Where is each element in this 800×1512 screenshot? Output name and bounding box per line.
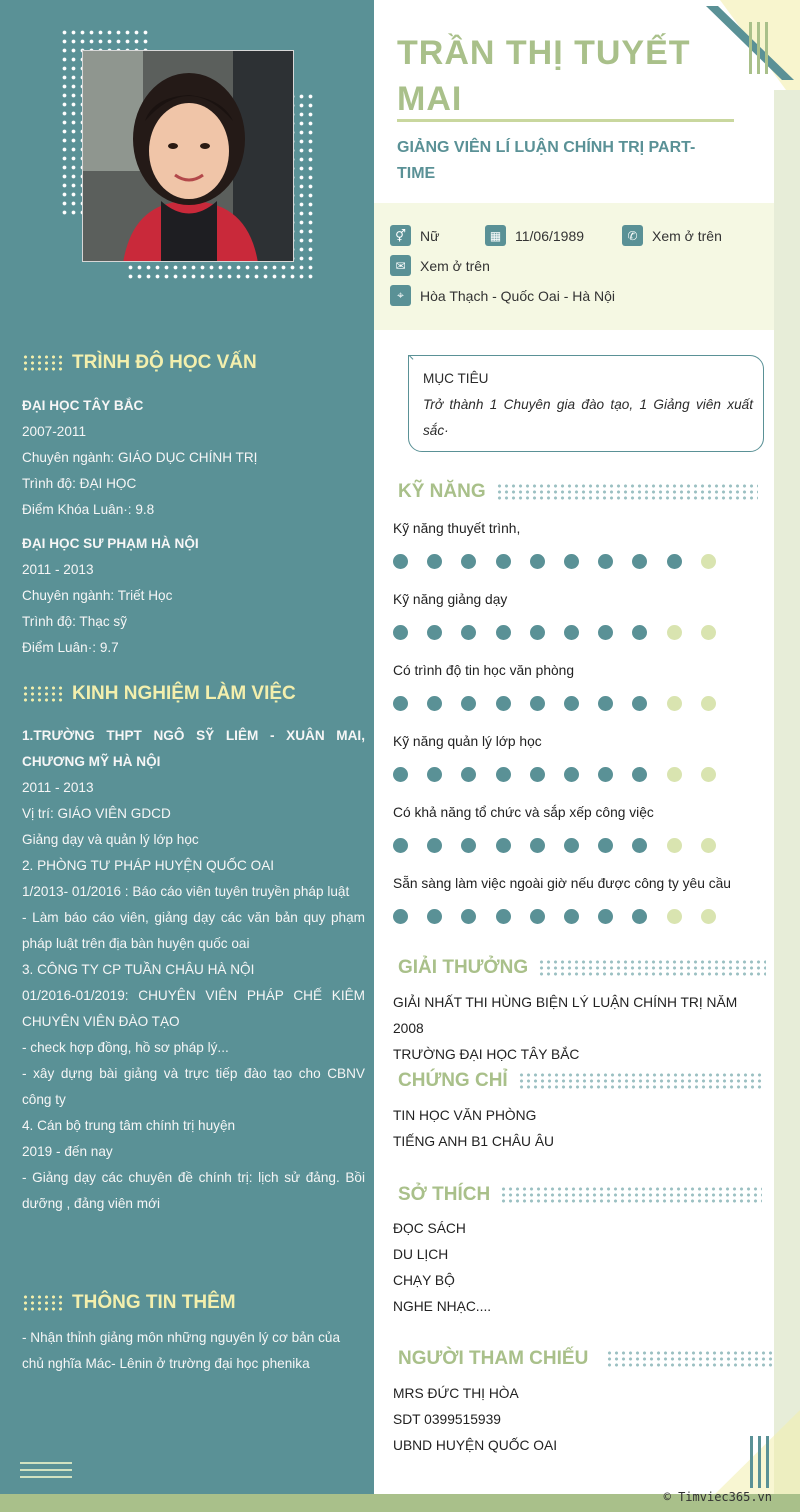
hobbies-title: SỞ THÍCH [398, 1184, 491, 1205]
rating-dot-filled [564, 909, 579, 924]
gender-value: Nữ [420, 227, 440, 244]
birthday-row [485, 225, 584, 246]
reference-item: MRS ĐỨC THỊ HÒA [393, 1386, 519, 1401]
rating-dot-filled [564, 696, 579, 711]
rating-dot-filled [598, 838, 613, 853]
rating-dot-filled [530, 838, 545, 853]
rating-dot-filled [564, 838, 579, 853]
skill-label: Kỹ năng quản lý lớp học [393, 734, 542, 749]
rating-dot-empty [701, 767, 716, 782]
watermark-credit: © Timviec365.vn [663, 1490, 772, 1504]
education-list [22, 393, 365, 661]
rating-dot-filled [564, 554, 579, 569]
rating-dot-empty [701, 625, 716, 640]
candidate-name: TRẦN THỊ TUYẾT MAI [397, 34, 691, 118]
rating-dot-filled [496, 625, 511, 640]
skills-title: KỸ NĂNG [398, 481, 486, 502]
hobby-item: DU LỊCH [393, 1247, 449, 1262]
experience-line: 2019 - đến nay [22, 1144, 113, 1159]
experience-line: - check hợp đồng, hồ sơ pháp lý... [22, 1040, 229, 1055]
rating-dot-filled [598, 767, 613, 782]
experience-title: KINH NGHIỆM LÀM VIỆC [72, 683, 296, 704]
photo-frame [60, 28, 316, 282]
school-level: Trình độ: Thạc sỹ [22, 614, 128, 629]
skill-label: Sẵn sàng làm việc ngoài giờ nếu được công ty yêu cầu [393, 876, 731, 891]
skill-label: Kỹ năng thuyết trình, [393, 521, 521, 536]
certificates-list [393, 1103, 768, 1155]
experience-line: 01/2016-01/2019: CHUYÊN VIÊN PHÁP CHẾ KIÊM CHUYÊN VIÊN ĐÀO TẠO [22, 988, 365, 1029]
experience-heading [22, 683, 296, 705]
skill-label: Kỹ năng giảng dạy [393, 592, 508, 607]
experience-line: 2011 - 2013 [22, 780, 94, 795]
rating-dot-filled [598, 696, 613, 711]
rating-dot-empty [701, 696, 716, 711]
dot-pattern [22, 685, 64, 703]
school-years: 2011 - 2013 [22, 562, 94, 577]
experience-line: Giảng dạy và quản lý lớp học [22, 832, 199, 847]
rating-dot-filled [632, 554, 647, 569]
experience-line: - Giảng dạy các chuyên đề chính trị: lịch sử đảng. Bồi dưỡng , đảng viên mới [22, 1170, 365, 1211]
mail-icon: ✉ [390, 255, 411, 276]
rating-dot-filled [530, 625, 545, 640]
school-years: 2007-2011 [22, 424, 86, 439]
rating-dot-filled [393, 696, 408, 711]
rating-dot-filled [427, 696, 442, 711]
rating-dot-filled [393, 625, 408, 640]
rating-dot-filled [496, 909, 511, 924]
reference-item: SDT 0399515939 [393, 1412, 501, 1427]
awards-title: GIẢI THƯỞNG [398, 957, 529, 978]
references-list [393, 1381, 768, 1459]
phone-icon: ✆ [622, 225, 643, 246]
skill-label: Có khả năng tổ chức và sắp xếp công việc [393, 805, 654, 820]
job-title: GIẢNG VIÊN LÍ LUẬN CHÍNH TRỊ PART-TIME [397, 139, 696, 182]
rating-dot-filled [461, 554, 476, 569]
rating-dot-filled [632, 909, 647, 924]
dot-pattern [22, 354, 64, 372]
references-heading [398, 1348, 772, 1370]
phone-row [622, 225, 722, 246]
rating-dot-filled [393, 767, 408, 782]
rating-dot-filled [461, 696, 476, 711]
education-title: TRÌNH ĐỘ HỌC VẤN [72, 352, 257, 373]
awards-list [393, 990, 768, 1068]
hobby-item: ĐỌC SÁCH [393, 1221, 466, 1236]
rating-dot-filled [598, 909, 613, 924]
rating-dot-filled [393, 838, 408, 853]
awards-heading [398, 957, 766, 979]
lines-decoration-bottom-left [20, 1462, 72, 1483]
rating-dot-empty [667, 625, 682, 640]
skill-rating [393, 909, 735, 924]
rating-dot-filled [427, 554, 442, 569]
experience-list [22, 723, 365, 1217]
rating-dot-empty [667, 909, 682, 924]
rating-dot-empty [701, 554, 716, 569]
email-row [390, 255, 490, 276]
location-icon: ⌖ [390, 285, 411, 306]
rating-dot-filled [427, 767, 442, 782]
experience-line: 2. PHÒNG TƯ PHÁP HUYỆN QUỐC OAI [22, 858, 275, 873]
rating-dot-filled [564, 767, 579, 782]
reference-item: UBND HUYỆN QUỐC OAI [393, 1438, 558, 1453]
rating-dot-filled [427, 909, 442, 924]
experience-line: - Làm báo cáo viên, giảng dạy các văn bản quy phạm pháp luật trên địa bàn huyện quốc oai [22, 910, 365, 951]
skill-rating [393, 767, 735, 782]
experience-company: 1.TRƯỜNG THPT NGÔ SỸ LIÊM - XUÂN MAI, CHƯƠNG MỸ HÀ NỘI [22, 728, 365, 769]
rating-dot-filled [667, 554, 682, 569]
award-item: GIẢI NHẤT THI HÙNG BIỆN LÝ LUẬN CHÍNH TRỊ NĂM 2008 [393, 995, 738, 1036]
additional-heading [22, 1292, 236, 1314]
school-name: ĐẠI HỌC SƯ PHẠM HÀ NỘI [22, 536, 199, 551]
rating-dot-filled [496, 838, 511, 853]
references-title: NGƯỜI THAM CHIẾU [398, 1348, 589, 1369]
rating-dot-filled [496, 767, 511, 782]
hobby-item: NGHE NHẠC.... [393, 1299, 492, 1314]
rating-dot-filled [632, 625, 647, 640]
education-heading [22, 352, 257, 374]
experience-line: - xây dựng bài giảng và trực tiếp đào tạo cho CBNV công ty [22, 1066, 365, 1107]
rating-dot-filled [530, 554, 545, 569]
dot-pattern [606, 1350, 772, 1368]
award-item: TRƯỜNG ĐẠI HỌC TÂY BẮC [393, 1047, 580, 1062]
objective-box [408, 355, 764, 452]
experience-line: 3. CÔNG TY CP TUẦN CHÂU HÀ NỘI [22, 962, 255, 977]
skill-rating [393, 625, 735, 640]
dot-pattern [22, 1294, 64, 1312]
experience-line: 1/2013- 01/2016 : Báo cáo viên tuyên truyền pháp luật [22, 884, 350, 899]
rating-dot-filled [496, 696, 511, 711]
rating-dot-filled [427, 625, 442, 640]
school-name: ĐẠI HỌC TÂY BẮC [22, 398, 144, 413]
school-major: Chuyên ngành: GIÁO DỤC CHÍNH TRỊ [22, 450, 258, 465]
rating-dot-filled [598, 625, 613, 640]
gender-icon: ⚥ [390, 225, 411, 246]
rating-dot-filled [393, 909, 408, 924]
rating-dot-filled [393, 554, 408, 569]
certificate-item: TIN HỌC VĂN PHÒNG [393, 1108, 537, 1123]
birthday-value: 11/06/1989 [515, 227, 585, 244]
additional-title: THÔNG TIN THÊM [72, 1292, 236, 1313]
right-decor-strip [774, 90, 800, 1494]
rating-dot-empty [667, 696, 682, 711]
rating-dot-filled [598, 554, 613, 569]
email-value: Xem ở trên [420, 257, 490, 274]
avatar [82, 50, 294, 262]
certificates-heading [398, 1070, 763, 1092]
objective-text: Trở thành 1 Chuyên gia đào tạo, 1 Giảng viên xuất sắc· [423, 397, 753, 438]
rating-dot-filled [632, 767, 647, 782]
school-score: Điểm Luân·: 9.7 [22, 640, 119, 655]
skill-rating [393, 554, 735, 569]
phone-value: Xem ở trên [652, 227, 722, 244]
rating-dot-empty [667, 838, 682, 853]
name-underline [397, 119, 734, 122]
gender-row [390, 225, 439, 246]
calendar-icon: ▦ [485, 225, 506, 246]
dot-pattern [518, 1072, 763, 1090]
rating-dot-filled [530, 909, 545, 924]
hobbies-list [393, 1216, 768, 1320]
school-score: Điểm Khóa Luân·: 9.8 [22, 502, 155, 517]
rating-dot-filled [632, 696, 647, 711]
dot-pattern [500, 1186, 762, 1204]
rating-dot-filled [496, 554, 511, 569]
dot-pattern [496, 483, 758, 501]
certificates-title: CHỨNG CHỈ [398, 1070, 508, 1091]
rating-dot-filled [564, 625, 579, 640]
rating-dot-filled [530, 767, 545, 782]
skills-heading [398, 481, 758, 503]
rating-dot-filled [427, 838, 442, 853]
rating-dot-filled [632, 838, 647, 853]
rating-dot-empty [667, 767, 682, 782]
skill-rating [393, 838, 735, 853]
address-row [390, 285, 615, 306]
certificate-item: TIẾNG ANH B1 CHÂU ÂU [393, 1134, 554, 1149]
school-level: Trình độ: ĐẠI HỌC [22, 476, 137, 491]
experience-line: Vị trí: GIÁO VIÊN GDCD [22, 806, 171, 821]
rating-dot-filled [461, 909, 476, 924]
dot-pattern [538, 959, 766, 977]
rating-dot-filled [530, 696, 545, 711]
rating-dot-filled [461, 838, 476, 853]
school-major: Chuyên ngành: Triết Học [22, 588, 173, 603]
experience-line: 4. Cán bộ trung tâm chính trị huyện [22, 1118, 236, 1133]
skill-label: Có trình độ tin học văn phòng [393, 663, 575, 678]
additional-text: - Nhận thỉnh giảng môn những nguyên lý cơ bản của chủ nghĩa Mác- Lênin ở trường đại học phenika [22, 1330, 341, 1371]
skill-rating [393, 696, 735, 711]
rating-dot-empty [701, 909, 716, 924]
hobbies-heading [398, 1184, 762, 1206]
rating-dot-empty [701, 838, 716, 853]
rating-dot-filled [461, 767, 476, 782]
objective-title: MỤC TIÊU [423, 371, 489, 386]
address-value: Hòa Thạch - Quốc Oai - Hà Nội [420, 287, 616, 304]
rating-dot-filled [461, 625, 476, 640]
hobby-item: CHẠY BỘ [393, 1273, 455, 1288]
